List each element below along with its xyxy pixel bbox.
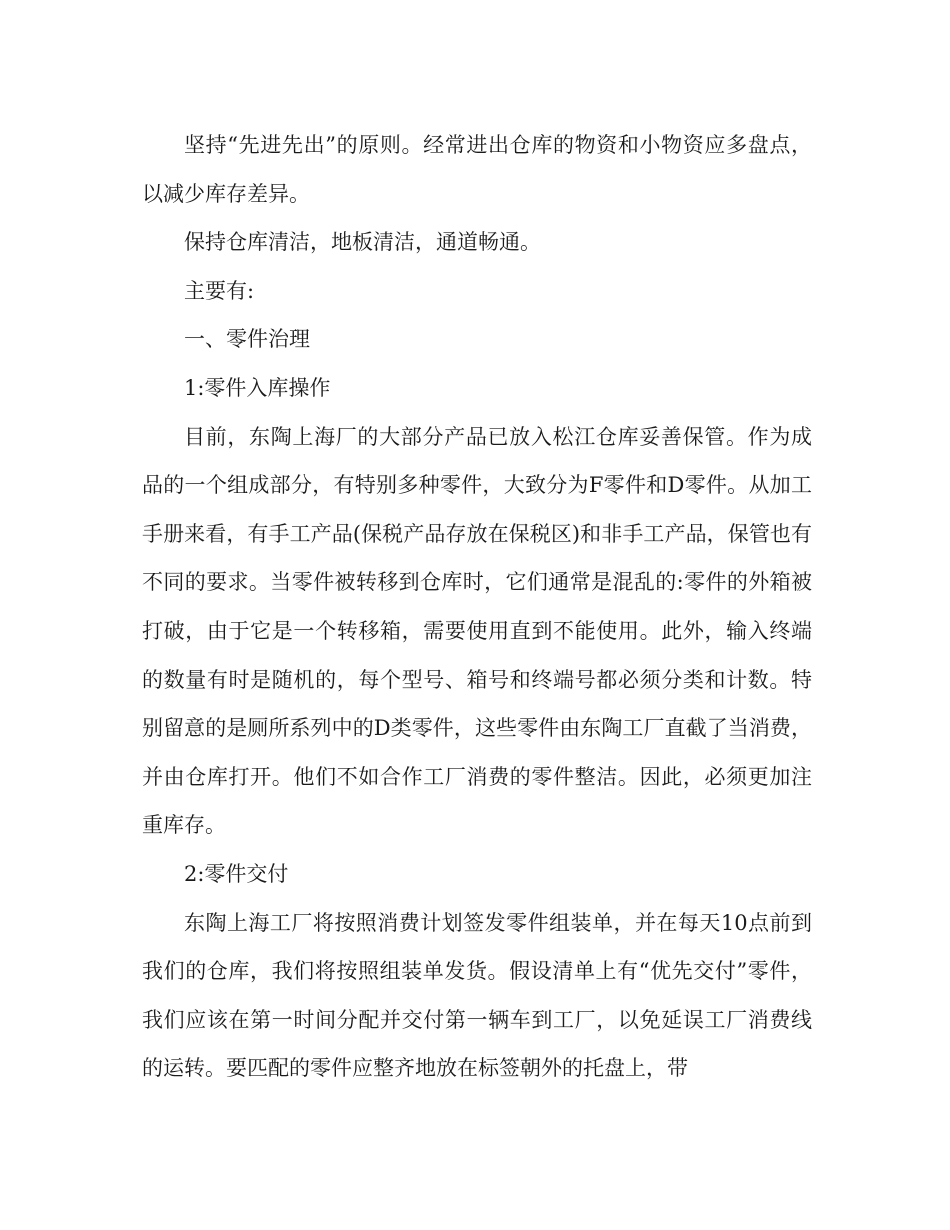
paragraph-main-items: 主要有: bbox=[184, 278, 255, 303]
paragraph-parts-delivery: 东陶上海工厂将按照消费计划签发零件组装单，并在每天10点前到我们的仓库，我们将按照组装单发货。假设清单上有“优先交付”零件，我们应该在第一时间分配并交付第一辆车到工厂，以免延误工厂消费线的运转。要匹配的零件应整齐地放在标签朝外的托盘上，带 bbox=[142, 910, 812, 1081]
subheading-parts-inbound: 1:零件入库操作 bbox=[184, 375, 331, 400]
document-body bbox=[142, 121, 812, 1093]
section-heading-parts-management: 一、零件治理 bbox=[184, 327, 310, 352]
subheading-parts-delivery: 2:零件交付 bbox=[184, 861, 289, 886]
paragraph-cleanliness: 保持仓库清洁，地板清洁，通道畅通。 bbox=[184, 230, 541, 255]
paragraph-principle: 坚持“先进先出”的原则。经常进出仓库的物资和小物资应多盘点，以减少库存差异。 bbox=[142, 133, 812, 206]
paragraph-parts-inbound: 目前，东陶上海厂的大部分产品已放入松江仓库妥善保管。作为成品的一个组成部分，有特别多种零件，大致分为F零件和D零件。从加工手册来看，有手工产品(保税产品存放在保税区)和非手工产品，保管也有不同的要求。当零件被转移到仓库时，它们通常是混乱的:零件的外箱被打破，由于它是一个转移箱，需要使用直到不能使用。此外，输入终端的数量有时是随机的，每个型号、箱号和终端号都必须分类和计数。特别留意的是厕所系列中的D类零件，这些零件由东陶工厂直截了当消费，并由仓库打开。他们不如合作工厂消费的零件整洁。因此，必须更加注重库存。 bbox=[142, 424, 812, 838]
